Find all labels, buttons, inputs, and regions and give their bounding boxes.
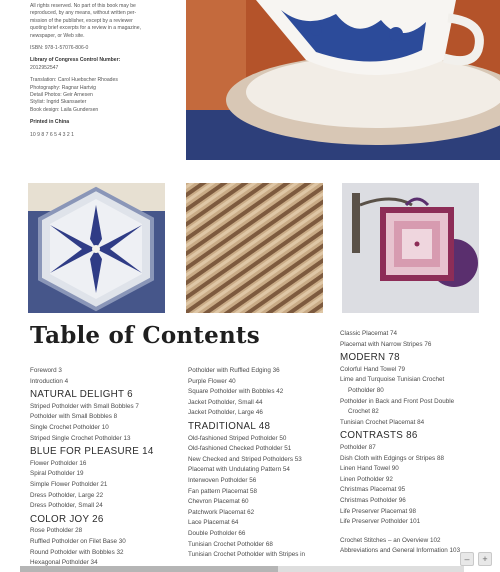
page-controls xyxy=(460,552,492,566)
toc-entry: Linen Hand Towel 90 xyxy=(340,465,399,473)
toc-entry: Patchwork Placemat 62 xyxy=(188,508,255,516)
toc-entry: Crochet 82 xyxy=(348,408,379,416)
knit-texture-photo xyxy=(186,183,323,313)
toc-entry: Purple Flower 40 xyxy=(188,377,236,385)
star-potholder-photo xyxy=(28,183,165,313)
toc-entry: Ruffled Potholder on Filet Base 30 xyxy=(30,538,126,545)
toc-entry: Old-fashioned Striped Potholder 50 xyxy=(188,434,287,442)
toc-entry: Spiral Potholder 19 xyxy=(30,470,84,478)
toc-entry: Rose Potholder 28 xyxy=(30,527,83,535)
copyright-block xyxy=(30,3,180,139)
toc-entry: Striped Single Crochet Potholder 13 xyxy=(30,434,131,442)
toc-entry: Single Crochet Potholder 10 xyxy=(30,424,109,431)
toc-section-heading: TRADITIONAL 48 xyxy=(188,421,271,432)
toc-section-heading: NATURAL DELIGHT 6 xyxy=(30,389,133,401)
copyright-line: quoting brief excerpts for a review in a magazine, xyxy=(30,25,141,32)
toc-entry: Round Potholder with Bobbles 32 xyxy=(30,548,124,556)
loc-number: 2012952547 xyxy=(30,64,59,71)
toc-entry: Lace Placemat 64 xyxy=(188,519,239,527)
copyright-line: All rights reserved. No part of this book may be xyxy=(30,3,136,9)
toc-entry: Dish Cloth with Edgings or Stripes 88 xyxy=(340,454,444,462)
toc-entry: Foreword 3 xyxy=(30,367,62,374)
hanging-potholder-photo xyxy=(342,183,479,313)
toc-entry: Simple Flower Potholder 21 xyxy=(30,481,108,488)
toc-entry: Square Potholder with Bobbles 42 xyxy=(188,388,284,396)
toc-entry: Chevron Placemat 60 xyxy=(188,498,249,506)
copyright-line: mission of the publisher, except by a reviewer xyxy=(30,17,133,24)
toc-entry: Tunisian Crochet Potholder with Stripes in xyxy=(188,551,306,559)
toc-entry: Interwoven Potholder 56 xyxy=(188,477,257,484)
isbn: ISBN: 978-1-57076-806-0 xyxy=(30,45,89,52)
toc-entry: Potholder in Back and Front Post Double xyxy=(340,397,455,405)
toc-entry: Colorful Hand Towel 79 xyxy=(340,365,405,373)
toc-section-heading: CONTRASTS 86 xyxy=(340,430,418,442)
toc-section-heading: COLOR JOY 26 xyxy=(30,513,104,525)
toc-entry: Abbreviations and General Information 103 xyxy=(340,547,461,555)
toc-entry: New Checked and Striped Potholders 53 xyxy=(188,455,302,463)
toc-entry: Striped Potholder with Small Bobbles 7 xyxy=(30,402,139,410)
toc-entry: Lime and Turquoise Tunisian Crochet xyxy=(340,376,445,384)
toc-entry: Christmas Placemat 95 xyxy=(340,486,406,494)
copyright-line: newspaper, or Web site. xyxy=(30,32,85,39)
toc-entry: Dress Potholder, Large 22 xyxy=(30,491,104,499)
credit-line: Stylist: Ingrid Skansaeter xyxy=(30,99,87,106)
toc-entry: Potholder 87 xyxy=(340,444,376,451)
toc-entry: Old-fashioned Checked Potholder 51 xyxy=(188,445,292,453)
copyright-line: reproduced, by any means, without written per- xyxy=(30,10,137,17)
zoom-in-button[interactable]: + xyxy=(478,552,492,566)
page-title: Table of Contents xyxy=(30,322,260,349)
toc-entry: Classic Placemat 74 xyxy=(340,330,398,337)
scrollbar-thumb[interactable] xyxy=(20,566,278,572)
toc-entry: Introduction 4 xyxy=(30,377,69,385)
toc-entry: Flower Potholder 16 xyxy=(30,459,87,467)
toc-entry: Placemat with Undulating Pattern 54 xyxy=(188,466,290,474)
toc-entry: Life Preserver Placemat 98 xyxy=(340,507,416,515)
toc-entry: Potholder with Ruffled Edging 36 xyxy=(188,367,280,374)
credit-line: Translation: Carol Huebscher Rhoades xyxy=(30,77,118,84)
printed-in: Printed in China xyxy=(30,119,70,126)
loc-label: Library of Congress Control Number: xyxy=(30,57,121,64)
toc-entry: Potholder 80 xyxy=(348,387,384,394)
toc-entry: Linen Potholder 92 xyxy=(340,475,393,483)
toc-entry: Christmas Potholder 96 xyxy=(340,497,406,504)
toc-entry: Tunisian Crochet Placemat 84 xyxy=(340,418,425,426)
toc-entry: Jacket Potholder, Large 46 xyxy=(188,409,263,417)
toc-entry: Hexagonal Potholder 34 xyxy=(30,559,98,567)
toc-entry: Jacket Potholder, Small 44 xyxy=(188,398,263,406)
credit-line: Detail Photos: Geir Arnesen xyxy=(30,92,93,99)
printing-line: 10 9 8 7 6 5 4 3 2 1 xyxy=(30,131,74,138)
credit-line: Book design: Laila Gundersen xyxy=(30,106,99,113)
horizontal-scrollbar[interactable] xyxy=(20,566,464,572)
toc-section-heading: MODERN 78 xyxy=(340,352,400,364)
toc-entry: Placemat with Narrow Stripes 76 xyxy=(340,340,432,348)
toc-entry: Tunisian Crochet Potholder 68 xyxy=(188,540,273,548)
zoom-out-button[interactable]: – xyxy=(460,552,474,566)
toc-entry: Life Preserver Potholder 101 xyxy=(340,518,421,526)
toc-entry: Double Potholder 66 xyxy=(188,530,246,537)
toc-entry: Potholder with Small Bobbles 8 xyxy=(30,413,118,421)
toc-section-heading: BLUE FOR PLEASURE 14 xyxy=(30,446,154,458)
teacup-photo xyxy=(186,0,500,160)
toc-entry: Crochet Stitches – an Overview 102 xyxy=(340,536,441,544)
toc-entry: Fan pattern Placemat 58 xyxy=(188,487,257,495)
credit-line: Photography: Ragnar Hartvig xyxy=(30,84,96,91)
toc-entry: Dress Potholder, Small 24 xyxy=(30,502,103,510)
